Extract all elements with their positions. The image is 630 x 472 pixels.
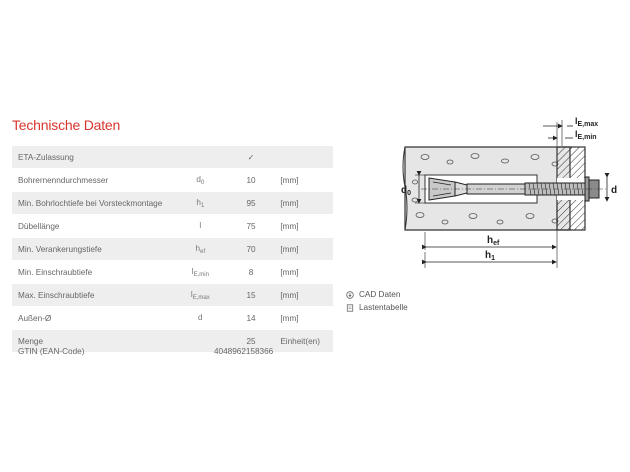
row-label: Bohrernenndurchmesser — [18, 175, 109, 185]
table-row — [12, 146, 333, 169]
row-unit: [mm] — [280, 290, 299, 300]
table-row — [12, 169, 333, 192]
table-row — [12, 261, 333, 284]
symbol-main: l — [191, 266, 194, 276]
row-label: Min. Bohrlochtiefe bei Vorsteckmontage — [18, 198, 163, 208]
symbol-main: d — [196, 174, 201, 184]
row-label: Außen-Ø — [18, 313, 52, 323]
table-row — [12, 284, 333, 307]
load-table-label: Lastentabelle — [359, 303, 408, 312]
symbol-sub: ef — [200, 248, 206, 255]
row-value: 8 — [248, 267, 254, 277]
row-unit: [mm] — [280, 175, 299, 185]
row-label: Dübellänge — [18, 221, 60, 231]
row-value: ✓ — [247, 153, 255, 162]
row-symbol — [177, 198, 224, 209]
symbol-main: h — [195, 243, 201, 253]
row-value: 70 — [246, 244, 256, 254]
table-row — [12, 307, 333, 330]
label-lemin: $l_{E,min}$ — [575, 129, 597, 141]
row-value: 15 — [246, 290, 256, 300]
download-links — [346, 288, 408, 314]
row-symbol — [177, 290, 224, 301]
row-value: 75 — [246, 221, 256, 231]
row-unit: [mm] — [280, 198, 299, 208]
symbol-sub: E,max — [192, 294, 210, 301]
cad-data-label: CAD Daten — [359, 290, 401, 299]
row-label: Max. Einschraubtiefe — [18, 290, 95, 300]
anchor-installation-drawing — [395, 112, 620, 272]
row-label: Menge — [18, 336, 44, 346]
gtin-value: 4048962158366 — [214, 347, 274, 356]
document-icon — [346, 304, 354, 312]
row-value: 10 — [246, 175, 256, 185]
table-row — [12, 238, 333, 261]
load-table-link[interactable] — [346, 301, 408, 314]
row-value: 95 — [246, 198, 256, 208]
table-row — [12, 192, 333, 215]
label-d0: $d_0$ — [401, 185, 412, 197]
cad-data-link[interactable] — [346, 288, 408, 301]
row-value: 25 — [246, 336, 256, 346]
download-icon — [346, 291, 354, 299]
label-lemax: $l_{E,max}$ — [575, 116, 599, 128]
row-label: Min. Verankerungstiefe — [18, 244, 102, 254]
label-h1: $h_1$ — [485, 250, 496, 262]
row-symbol — [177, 267, 224, 278]
table-row — [12, 215, 333, 238]
row-unit: [mm] — [280, 313, 299, 323]
symbol-main: d — [198, 312, 203, 322]
label-hef: $h_{ef}$ — [487, 235, 500, 247]
row-symbol — [177, 244, 224, 255]
symbol-main: l — [199, 220, 202, 230]
symbol-sub: 1 — [200, 202, 205, 209]
row-unit: [mm] — [280, 221, 299, 231]
row-unit: Einheit(en) — [280, 336, 320, 346]
row-symbol — [177, 313, 224, 324]
symbol-main: l — [190, 289, 193, 299]
gtin-label: GTIN (EAN-Code) — [18, 347, 85, 356]
row-label: Min. Einschraubtiefe — [18, 267, 93, 277]
row-symbol — [177, 175, 224, 186]
label-d: d — [611, 185, 618, 196]
symbol-sub: E,min — [193, 271, 209, 278]
section-title: Technische Daten — [12, 117, 121, 133]
tech-data-table — [12, 146, 333, 353]
symbol-sub: 0 — [200, 179, 205, 186]
symbol-main: h — [196, 197, 201, 207]
row-value: 14 — [246, 313, 256, 323]
row-unit: [mm] — [280, 267, 299, 277]
row-symbol — [177, 221, 224, 232]
row-label: ETA-Zulassung — [18, 152, 74, 162]
row-unit: [mm] — [280, 244, 299, 254]
